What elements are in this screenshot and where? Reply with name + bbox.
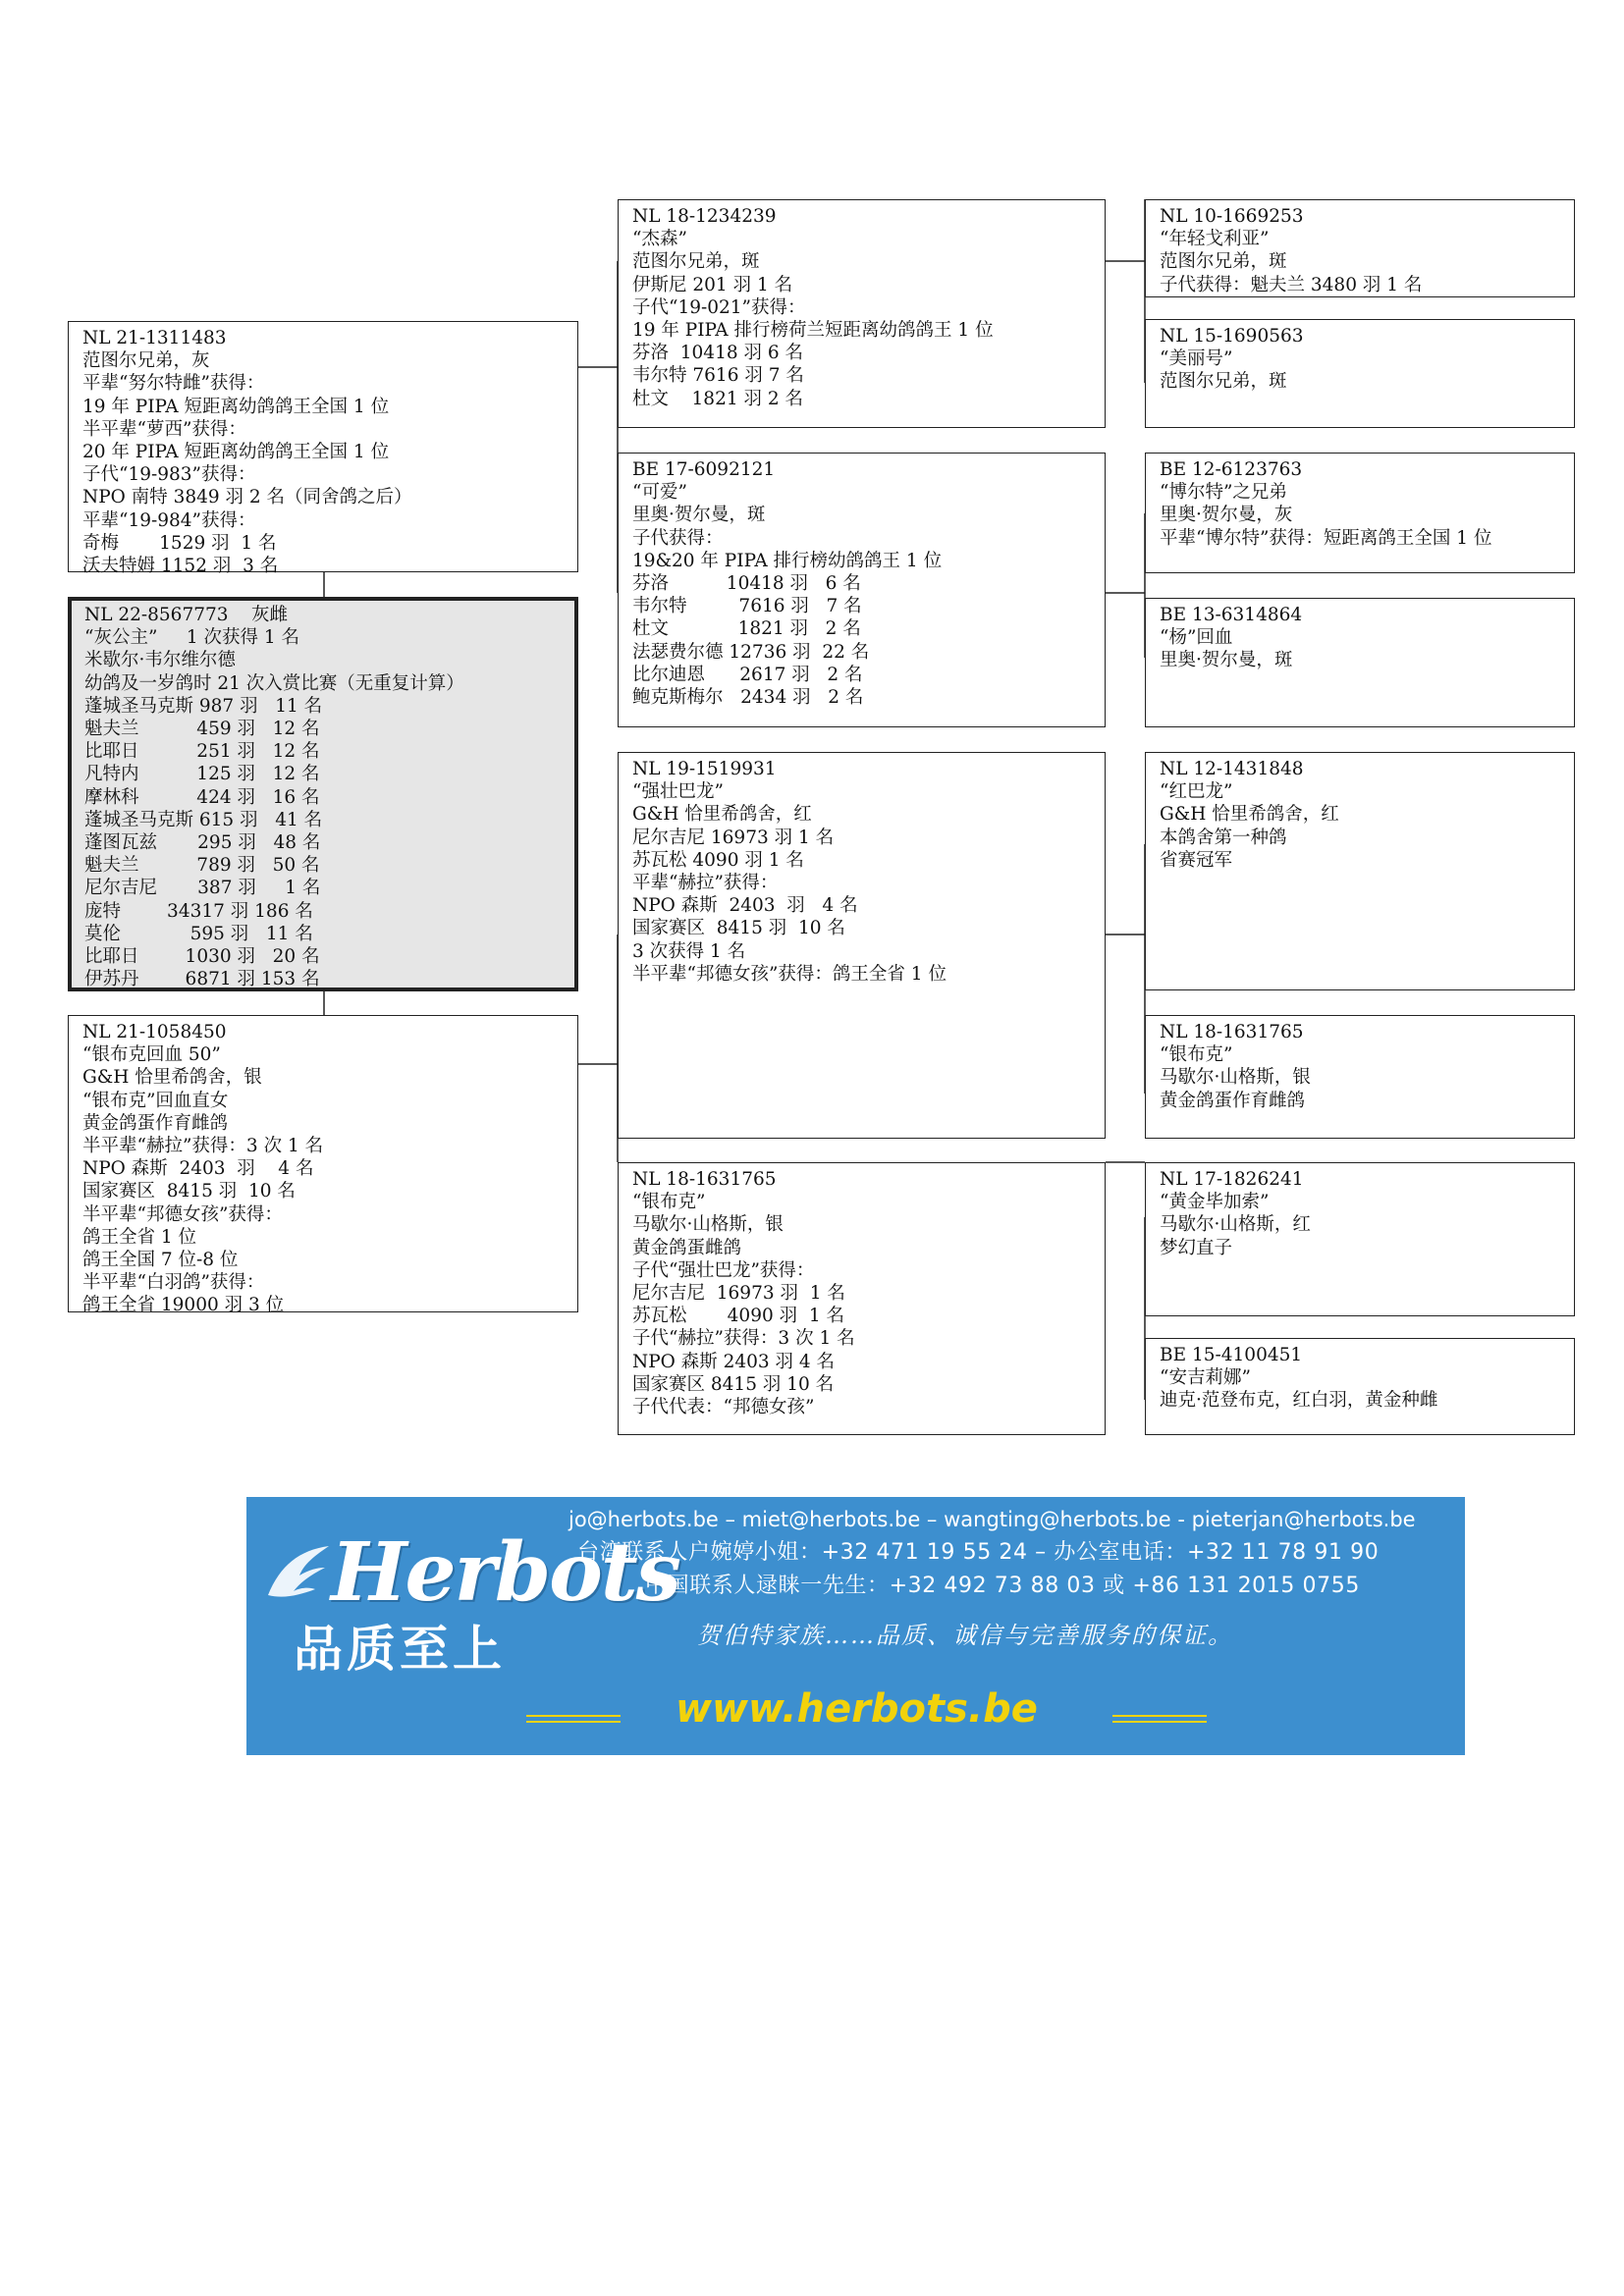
pedigree-line: 里奥·贺尔曼，斑 [632,505,766,526]
dam-sire-box [618,752,1106,1139]
pedigree-line: 凡特内 125 羽 12 名 [84,764,320,785]
pedigree-line: 摩林科 424 羽 16 名 [84,786,320,808]
pedigree-line: 黄金鸽蛋雌鸽 [632,1237,742,1258]
url-left-rule [526,1715,621,1727]
ring-number: NL 18-1234239 [632,206,777,227]
pedigree-line: “银布克” [1160,1044,1233,1066]
pedigree-line: NPO 森斯 2403 羽 4 名 [632,895,858,917]
sire-dam-box [618,453,1106,727]
pedigree-line: 迪克·范登布克，红白羽，黄金种雌 [1160,1390,1438,1412]
ring-number: NL 17-1826241 [1160,1169,1304,1190]
pedigree-line: 芬洛 10418 羽 6 名 [632,573,861,595]
pedigree-line: 19 年 PIPA 排行榜荷兰短距离幼鸽鸽王 1 位 [632,320,994,342]
pedigree-line: 苏瓦松 4090 羽 1 名 [632,1306,845,1327]
ring-number: NL 18-1631765 [632,1169,777,1190]
pedigree-line: 范图尔兄弟，斑 [1160,371,1287,393]
email-list[interactable]: jo@herbots.be – miet@herbots.be – wangting@herbots.be - pieterjan@herbots.be [568,1508,1416,1531]
pedigree-line: 子代“赫拉”获得：3 次 1 名 [632,1328,855,1350]
pedigree-line: 子代代表：“邦德女孩” [632,1397,815,1418]
pedigree-line: “杨”回血 [1160,627,1233,649]
ds-dam-box [1145,1015,1575,1139]
pedigree-line: “安吉莉娜” [1160,1367,1251,1389]
pedigree-line: “黄金毕加索” [1160,1192,1270,1213]
pedigree-line: 19&20 年 PIPA 排行榜幼鸽鸽王 1 位 [632,550,943,571]
pedigree-line: 比耶日 251 羽 12 名 [84,741,320,763]
ring-number: NL 21-1311483 [82,328,227,348]
pedigree-line: 芬洛 10418 羽 6 名 [632,343,804,364]
pedigree-line: 马歇尔·山格斯，红 [1160,1214,1311,1236]
pedigree-line: 马歇尔·山格斯，银 [1160,1067,1311,1089]
pedigree-line: 半平辈“邦德女孩”获得：鸽王全省 1 位 [632,963,947,985]
ring-number: NL 21-1058450 [82,1022,227,1042]
pedigree-line: “银布克”回血直女 [82,1090,229,1111]
pedigree-line: 鸽王全国 7 位-8 位 [82,1250,239,1271]
pedigree-line: 国家赛区 8415 羽 10 名 [632,1373,835,1395]
pedigree-line: 尼尔吉尼 16973 羽 1 名 [632,1283,845,1305]
pedigree-line: 19 年 PIPA 短距离幼鸽鸽王全国 1 位 [82,396,390,417]
ring-number: NL 18-1631765 [1160,1022,1304,1042]
pedigree-line: 杜文 1821 羽 2 名 [632,388,804,409]
pedigree-line: 国家赛区 8415 羽 10 名 [82,1181,296,1202]
dd-sire-box [1145,1162,1575,1316]
sire-box [68,321,578,577]
pedigree-line: “银布克回血 50” [82,1044,221,1066]
pedigree-line: G&H 恰里希鸽舍，红 [632,804,812,826]
pedigree-line: 苏瓦松 4090 羽 1 名 [632,849,804,871]
pedigree-line: 黄金鸽蛋作育雌鸽 [82,1112,229,1134]
pedigree-line: “银布克” [632,1192,706,1213]
pedigree-line: 韦尔特 7616 羽 7 名 [632,596,862,617]
motto: 贺伯特家族……品质、诚信与完善服务的保证。 [697,1622,1233,1649]
pedigree-line: 蓬城圣马克斯 615 羽 41 名 [84,809,323,830]
dam-dam-box [618,1162,1106,1435]
subject-box [68,597,578,991]
pedigree-line: 莫伦 595 羽 11 名 [84,923,313,944]
pedigree-line: 米歇尔·韦尔维尔德 [84,650,236,671]
pedigree-line: 伊苏丹 6871 羽 153 名 [84,969,320,990]
pedigree-line: 魁夫兰 459 羽 12 名 [84,719,320,740]
pedigree-line: 3 次获得 1 名 [632,940,746,962]
pedigree-line: 里奥·贺尔曼，灰 [1160,505,1293,526]
pedigree-line: 平辈“努尔特雌”获得： [82,373,265,395]
pedigree-line: 范图尔兄弟，灰 [82,350,210,372]
herbots-banner [246,1497,1465,1755]
pedigree-line: 蓬图瓦兹 295 羽 48 名 [84,832,321,854]
pedigree-line: 子代“强壮巴龙”获得： [632,1259,815,1281]
herbots-logo: Herbots [331,1525,679,1620]
pedigree-line: 比耶日 1030 羽 20 名 [84,946,320,968]
pedigree-line: 鸽王全省 19000 羽 3 位 [82,1295,285,1316]
ring-number: NL 15-1690563 [1160,326,1304,347]
contact-taiwan: 台湾联系人户婉婷小姐：+32 471 19 55 24 – 办公室电话：+32 11 78 91 90 [577,1540,1380,1565]
pedigree-line: 韦尔特 7616 羽 7 名 [632,365,804,387]
ring-number: BE 15-4100451 [1160,1345,1303,1365]
pedigree-line: 本鸽舍第一种鸽 [1160,827,1287,848]
ring-number: NL 12-1431848 [1160,759,1304,779]
pedigree-line: G&H 恰里希鸽舍，银 [82,1067,262,1089]
pedigree-line: 半平辈“白羽鸽”获得： [82,1272,265,1294]
pedigree-line: 蓬城圣马克斯 987 羽 11 名 [84,695,323,717]
pedigree-line: 平辈“19-984”获得： [82,509,256,531]
tagline: 品质至上 [294,1620,506,1678]
pedigree-line: 魁夫兰 789 羽 50 名 [84,855,320,877]
pedigree-line: 半平辈“邦德女孩”获得： [82,1203,283,1225]
pedigree-line: 黄金鸽蛋作育雌鸽 [1160,1090,1306,1111]
pedigree-line: “可爱” [632,482,687,504]
pedigree-line: 沃夫特姆 1152 羽 3 名 [82,556,279,577]
ring-number: NL 10-1669253 [1160,206,1304,227]
dd-dam-box [1145,1338,1575,1435]
pedigree-line: NPO 森斯 2403 羽 4 名 [632,1351,836,1372]
contact-china: 中国联系人逯睐一先生：+32 492 73 88 03 或 +86 131 2015 0755 [645,1574,1360,1598]
pedigree-line: 子代“19-983”获得： [82,464,256,486]
pedigree-line: “强壮巴龙” [632,781,724,803]
pedigree-line: 庞特 34317 羽 186 名 [84,900,313,922]
sire-sire-box [618,199,1106,428]
pedigree-line: 子代获得： [632,527,724,549]
pedigree-line: “灰公主” 1 次获得 1 名 [84,627,300,649]
ring-number: NL 22-8567773 灰雌 [84,605,289,625]
pedigree-line: 平辈“博尔特”获得：短距离鸽王全国 1 位 [1160,527,1492,549]
pedigree-line: “年轻戈利亚” [1160,229,1270,250]
pedigree-line: 子代“19-021”获得： [632,296,806,318]
pedigree-line: 国家赛区 8415 羽 10 名 [632,918,845,939]
pedigree-line: “杰森” [632,229,687,250]
pedigree-line: 里奥·贺尔曼，斑 [1160,650,1293,671]
pedigree-line: 法瑟费尔德 12736 羽 22 名 [632,641,870,663]
sd-dam-box [1145,598,1575,727]
pedigree-line: 奇梅 1529 羽 1 名 [82,532,277,554]
pedigree-line: 梦幻直子 [1160,1237,1233,1258]
pedigree-line: 省赛冠军 [1160,849,1233,871]
pedigree-line: 20 年 PIPA 短距离幼鸽鸽王全国 1 位 [82,442,390,463]
pedigree-line: “美丽号” [1160,348,1233,370]
ss-dam-box [1145,319,1575,428]
pedigree-line: 范图尔兄弟，斑 [1160,251,1287,273]
pedigree-line: 半平辈“萝西”获得： [82,418,246,440]
pedigree-line: 尼尔吉尼 387 羽 1 名 [84,878,321,899]
pedigree-line: 幼鸽及一岁鸽时 21 次入赏比赛（无重复计算） [84,672,464,694]
ring-number: BE 17-6092121 [632,459,776,480]
website-link[interactable]: www.herbots.be [676,1686,1038,1732]
pedigree-line: 伊斯尼 201 羽 1 名 [632,274,793,295]
pedigree-line: 比尔迪恩 2617 羽 2 名 [632,664,863,685]
ring-number: NL 19-1519931 [632,759,777,779]
pedigree-line: 尼尔吉尼 16973 羽 1 名 [632,827,835,848]
pedigree-line: “红巴龙” [1160,781,1233,803]
sd-sire-box [1145,453,1575,573]
pedigree-line: 平辈“赫拉”获得： [632,873,779,894]
url-right-rule [1112,1715,1207,1727]
pedigree-line: “博尔特”之兄弟 [1160,482,1287,504]
pedigree-line: NPO 森斯 2403 羽 4 名 [82,1158,314,1180]
pedigree-line: 鲍克斯梅尔 2434 羽 2 名 [632,687,864,709]
pedigree-line: 鸽王全省 1 位 [82,1226,197,1248]
ring-number: BE 13-6314864 [1160,605,1303,625]
pedigree-line: G&H 恰里希鸽舍，红 [1160,804,1339,826]
pedigree-line: 范图尔兄弟，斑 [632,251,760,273]
pedigree-line: 半平辈“赫拉”获得：3 次 1 名 [82,1136,324,1157]
ds-sire-box [1145,752,1575,990]
dam-box [68,1015,578,1316]
pedigree-line: 子代获得：魁夫兰 3480 羽 1 名 [1160,274,1423,295]
ss-sire-box [1145,199,1575,297]
pedigree-line: 马歇尔·山格斯，银 [632,1214,784,1236]
pedigree-line: 杜文 1821 羽 2 名 [632,618,861,640]
ring-number: BE 12-6123763 [1160,459,1303,480]
pedigree-line: NPO 南特 3849 羽 2 名（同舍鸽之后） [82,487,412,508]
